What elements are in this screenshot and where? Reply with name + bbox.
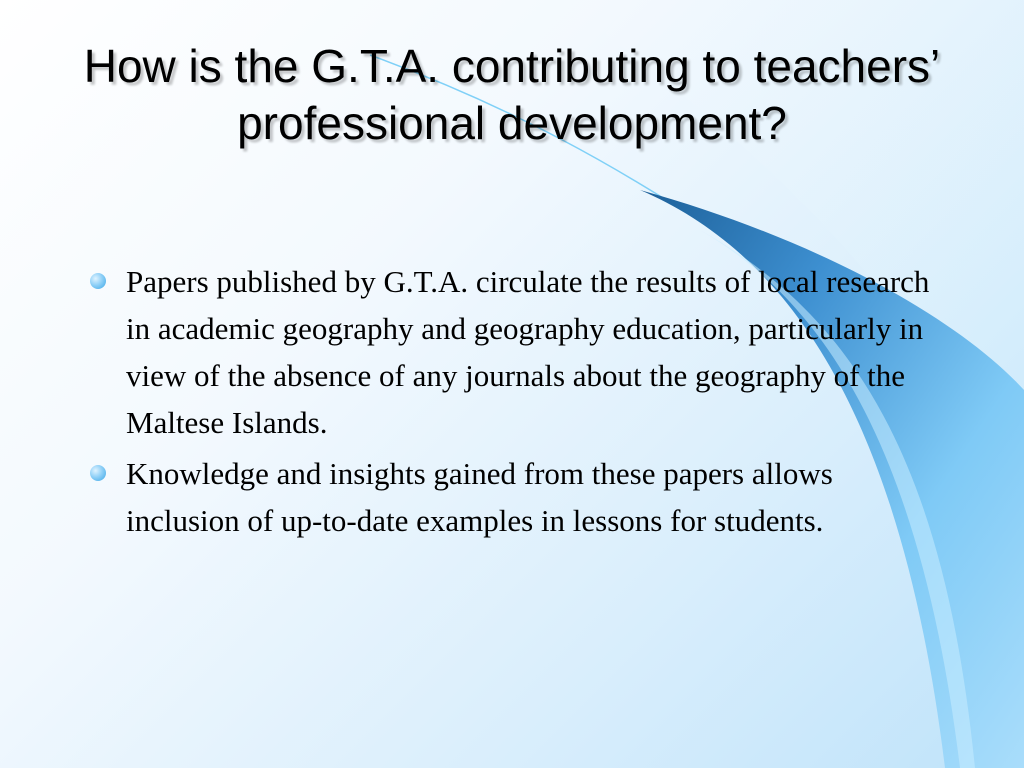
bullet-list <box>90 258 950 548</box>
bullet-item <box>90 450 950 544</box>
slide-title: How is the G.T.A. contributing to teachers’ professional development? <box>83 40 941 149</box>
bullet-text: Knowledge and insights gained from these papers allows inclusion of up-to-date examples in lessons for students. <box>126 456 833 538</box>
bullet-item <box>90 258 950 446</box>
blue-dot-icon <box>90 465 106 481</box>
bullet-text: Papers published by G.T.A. circulate the results of local research in academic geography and geography education, particularly in view of the absence of any journals about the geography of the Maltese Islands. <box>126 264 930 440</box>
blue-dot-icon <box>90 273 106 289</box>
